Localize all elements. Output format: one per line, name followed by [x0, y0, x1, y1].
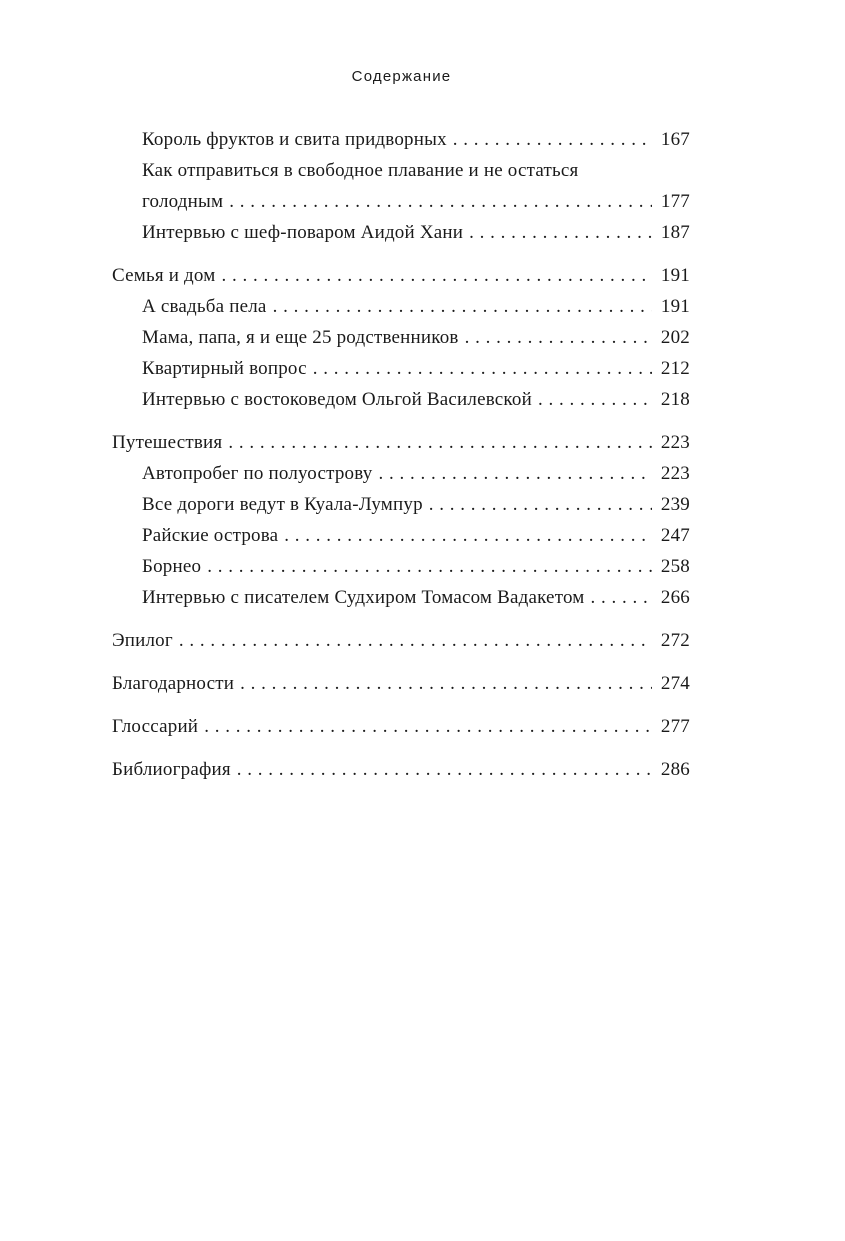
toc-chapter-page: 191	[660, 265, 690, 286]
toc-entry-title: А свадьба пела	[142, 296, 267, 317]
toc-entry-page: 239	[660, 494, 690, 515]
toc-group-bibliography	[112, 754, 690, 785]
toc-chapter-page: 286	[660, 759, 690, 780]
leader-dots	[237, 754, 652, 785]
toc-group-travel	[112, 427, 690, 613]
toc-chapter[interactable]	[112, 260, 690, 291]
toc-entry-title: Квартирный вопрос	[142, 358, 307, 379]
toc-chapter[interactable]	[112, 711, 690, 742]
toc-chapter[interactable]	[112, 754, 690, 785]
toc-chapter-title: Благодарности	[112, 673, 235, 694]
leader-dots	[378, 458, 652, 489]
leader-dots	[429, 489, 652, 520]
leader-dots	[273, 291, 652, 322]
toc-chapter-title: Семья и дом	[112, 265, 216, 286]
leader-dots	[204, 711, 652, 742]
leader-dots	[284, 520, 652, 551]
toc-chapter-page: 272	[660, 630, 690, 651]
toc-entry[interactable]	[112, 551, 690, 582]
toc-chapter-title: Библиография	[112, 759, 231, 780]
toc-chapter-page: 223	[660, 432, 690, 453]
toc-entry[interactable]	[112, 384, 690, 415]
toc-entry[interactable]	[112, 155, 690, 217]
leader-dots	[179, 625, 652, 656]
toc-entry-title: Интервью с шеф-поваром Аидой Хани	[142, 222, 464, 243]
toc-chapter-title: Путешествия	[112, 432, 223, 453]
toc-group-epilogue	[112, 625, 690, 656]
leader-dots	[229, 186, 652, 217]
toc-entry-page: 202	[660, 327, 690, 348]
toc-entry[interactable]	[112, 520, 690, 551]
toc-entry-page: 212	[660, 358, 690, 379]
toc-group-food	[112, 124, 690, 248]
toc-entry[interactable]	[112, 458, 690, 489]
toc-entry-page: 223	[660, 463, 690, 484]
table-of-contents	[112, 124, 690, 797]
toc-entry-title: Автопробег по полуострову	[142, 463, 373, 484]
toc-group-acknowledgements	[112, 668, 690, 699]
toc-entry-title: Как отправиться в свободное плавание и не остаться	[142, 160, 579, 181]
toc-entry[interactable]	[112, 124, 690, 155]
toc-entry-page: 177	[660, 191, 690, 212]
toc-group-glossary	[112, 711, 690, 742]
toc-entry-title: Все дороги ведут в Куала-Лумпур	[142, 494, 423, 515]
toc-entry[interactable]	[112, 353, 690, 384]
toc-chapter-page: 277	[660, 716, 690, 737]
toc-entry[interactable]	[112, 322, 690, 353]
toc-entry-page: 167	[660, 129, 690, 150]
leader-dots	[469, 217, 652, 248]
toc-entry-page: 266	[660, 587, 690, 608]
toc-chapter[interactable]	[112, 427, 690, 458]
toc-chapter-page: 274	[660, 673, 690, 694]
toc-chapter-title: Глоссарий	[112, 716, 199, 737]
toc-entry[interactable]	[112, 291, 690, 322]
toc-chapter[interactable]	[112, 625, 690, 656]
leader-dots	[240, 668, 652, 699]
toc-entry[interactable]	[112, 217, 690, 248]
leader-dots	[207, 551, 652, 582]
leader-dots	[591, 582, 652, 613]
toc-entry-page: 258	[660, 556, 690, 577]
toc-entry-title: Мама, папа, я и еще 25 родственников	[142, 327, 459, 348]
leader-dots	[221, 260, 652, 291]
toc-entry-title: Райские острова	[142, 525, 279, 546]
toc-entry-title: Интервью с востоковедом Ольгой Василевской	[142, 389, 532, 410]
leader-dots	[453, 124, 652, 155]
leader-dots	[313, 353, 652, 384]
toc-entry-title: Король фруктов и свита придворных	[142, 129, 447, 150]
toc-entry-page: 191	[660, 296, 690, 317]
toc-chapter-title: Эпилог	[112, 630, 173, 651]
leader-dots	[538, 384, 652, 415]
toc-entry-title: Интервью с писателем Судхиром Томасом Вадакетом	[142, 587, 585, 608]
toc-entry-page: 247	[660, 525, 690, 546]
toc-group-family	[112, 260, 690, 415]
toc-entry-title: Борнео	[142, 556, 202, 577]
toc-entry[interactable]	[112, 489, 690, 520]
leader-dots	[465, 322, 652, 353]
toc-entry-title-continued: голодным	[142, 191, 224, 212]
toc-chapter[interactable]	[112, 668, 690, 699]
running-head: Содержание	[351, 68, 452, 85]
toc-entry-page: 218	[660, 389, 690, 410]
toc-entry[interactable]	[112, 582, 690, 613]
leader-dots	[228, 427, 652, 458]
toc-entry-page: 187	[660, 222, 690, 243]
